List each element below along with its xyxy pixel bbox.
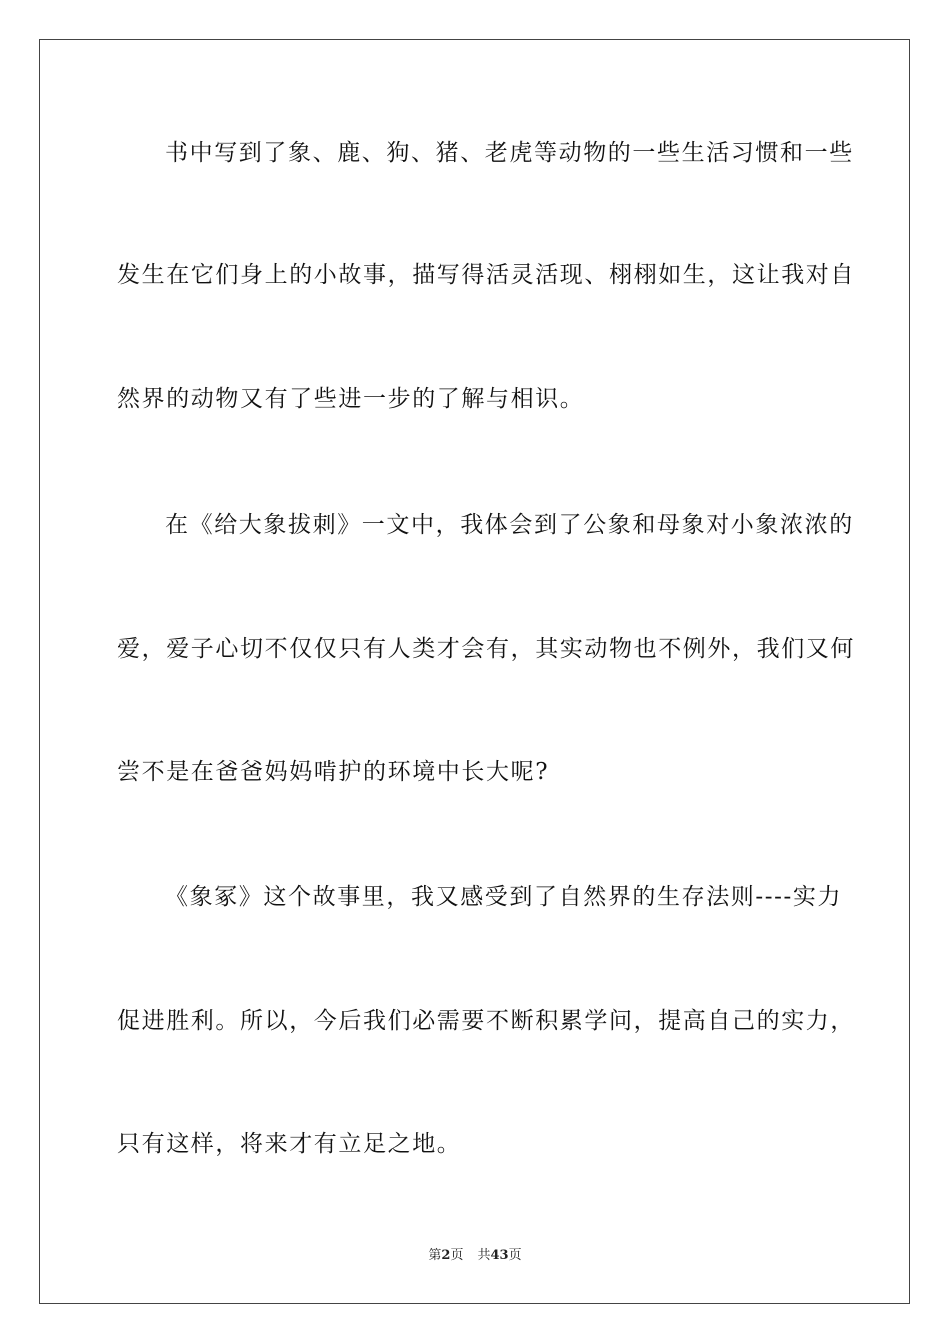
page-suffix: 页 (450, 1248, 464, 1263)
page-footer (0, 1247, 950, 1265)
paragraph-2-line-2: 爱，爱子心切不仅仅只有人类才会有，其实动物也不例外，我们又何 (117, 636, 855, 662)
total-pages: 43 (490, 1248, 509, 1263)
paragraph-3-line-2: 促进胜利。所以，今后我们必需要不断积累学问，提高自己的实力， (117, 1008, 855, 1034)
page-border (39, 39, 910, 1304)
paragraph-1-line-2: 发生在它们身上的小故事，描写得活灵活现、栩栩如生，这让我对自 (117, 262, 855, 288)
total-prefix: 共 (477, 1248, 491, 1263)
page-number: 2 (441, 1248, 451, 1263)
paragraph-2-line-3: 尝不是在爸爸妈妈啃护的环境中长大呢? (117, 759, 550, 785)
total-suffix: 页 (508, 1248, 522, 1263)
paragraph-3-line-3: 只有这样，将来才有立足之地。 (117, 1131, 462, 1157)
paragraph-2-line-1: 在《给大象拔刺》一文中，我体会到了公象和母象对小象浓浓的 (165, 512, 854, 538)
paragraph-1-line-1: 书中写到了象、鹿、狗、猪、老虎等动物的一些生活习惯和一些 (165, 140, 854, 166)
paragraph-1-line-3: 然界的动物又有了些进一步的了解与相识。 (117, 386, 585, 412)
page-prefix: 第 (428, 1248, 442, 1263)
paragraph-3-line-1: 《象冢》这个故事里，我又感受到了自然界的生存法则----实力 (165, 884, 843, 910)
